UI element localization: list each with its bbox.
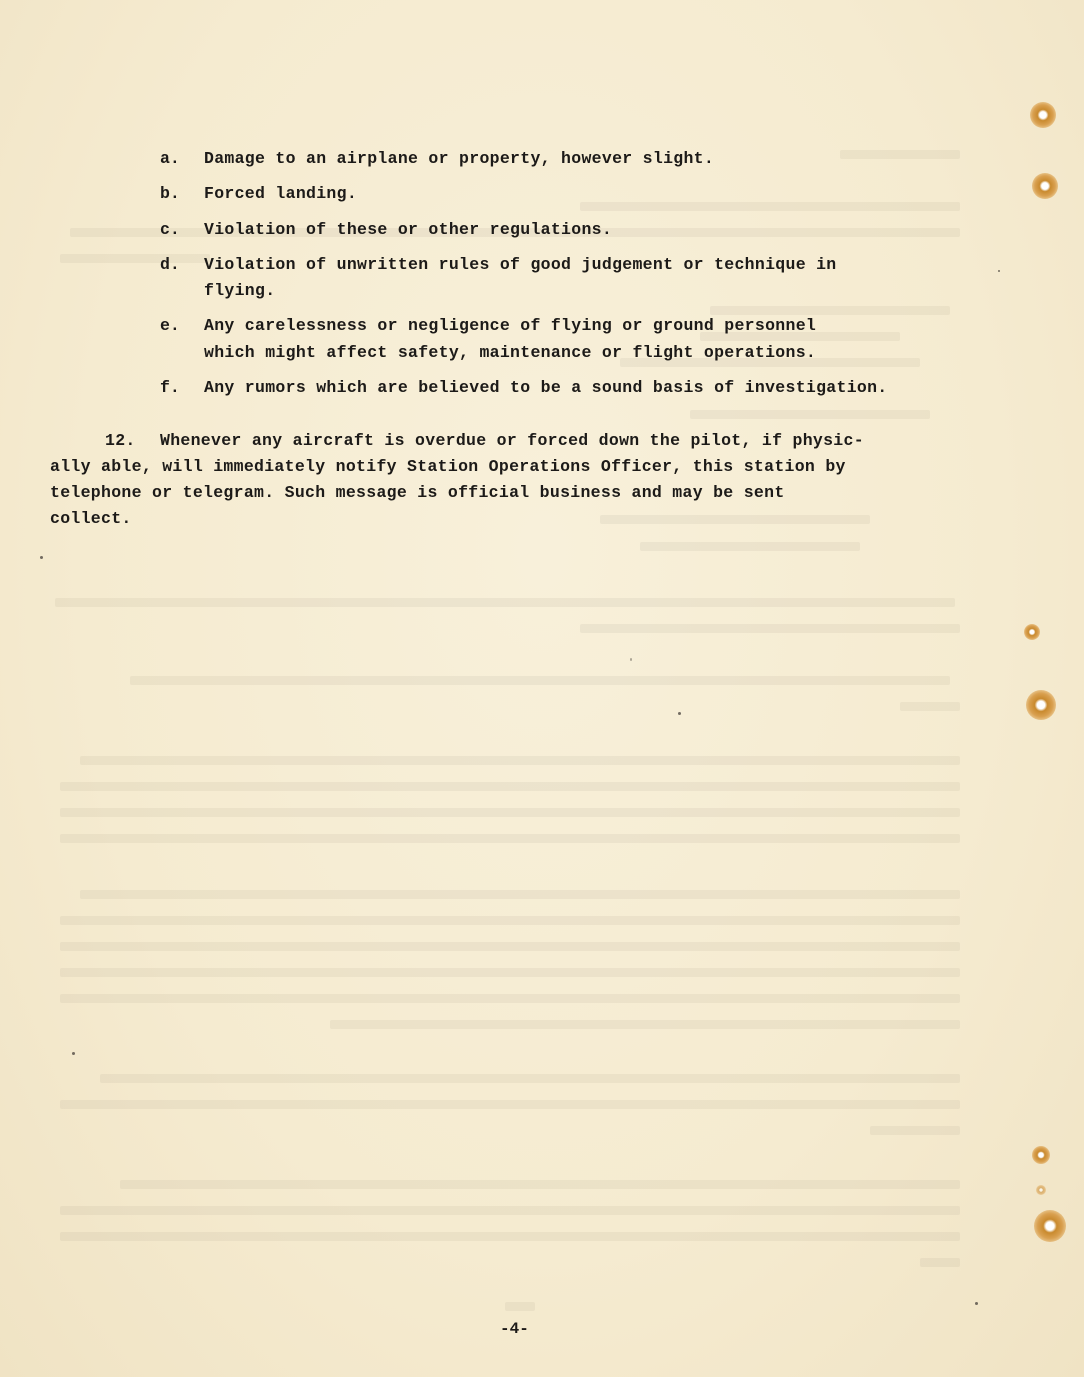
list-item-text: Violation of these or other regulations. bbox=[204, 220, 613, 239]
list-item-text-continued: which might affect safety, maintenance or flight operations. bbox=[204, 343, 817, 362]
list-item-text: Forced landing. bbox=[204, 184, 358, 203]
punch-hole bbox=[1024, 624, 1040, 640]
speck bbox=[40, 556, 43, 559]
page-number: -4- bbox=[500, 1320, 529, 1338]
speck bbox=[678, 712, 681, 715]
punch-hole bbox=[1030, 102, 1056, 128]
list-item-label: c. bbox=[160, 220, 180, 239]
list-item-text: Any carelessness or negligence of flying or ground personnel bbox=[204, 316, 817, 335]
list-item-text: Any rumors which are believed to be a sound basis of investigation. bbox=[204, 378, 888, 397]
speck bbox=[630, 658, 632, 661]
punch-hole bbox=[1026, 690, 1056, 720]
speck bbox=[72, 1052, 75, 1055]
paragraph-line-4: collect. bbox=[50, 509, 132, 528]
punch-hole bbox=[1034, 1210, 1066, 1242]
paragraph-line-1: Whenever any aircraft is overdue or forced down the pilot, if physic- bbox=[160, 431, 864, 450]
list-item-label: b. bbox=[160, 184, 180, 203]
paragraph-number: 12. bbox=[105, 431, 136, 450]
punch-hole bbox=[1032, 173, 1058, 199]
list-item-text: Damage to an airplane or property, however slight. bbox=[204, 149, 715, 168]
list-item-text: Violation of unwritten rules of good judgement or technique in bbox=[204, 255, 837, 274]
paragraph-line-2: ally able, will immediately notify Station Operations Officer, this station by bbox=[50, 457, 846, 476]
list-item-label: e. bbox=[160, 316, 180, 335]
list-item-label: d. bbox=[160, 255, 180, 274]
list-item-label: a. bbox=[160, 149, 180, 168]
paragraph-line-3: telephone or telegram. Such message is official business and may be sent bbox=[50, 483, 785, 502]
speck bbox=[998, 270, 1000, 272]
punch-hole-faint bbox=[1036, 1185, 1046, 1195]
speck bbox=[975, 1302, 978, 1305]
punch-hole bbox=[1032, 1146, 1050, 1164]
list-item-label: f. bbox=[160, 378, 180, 397]
list-item-text-continued: flying. bbox=[204, 281, 276, 300]
